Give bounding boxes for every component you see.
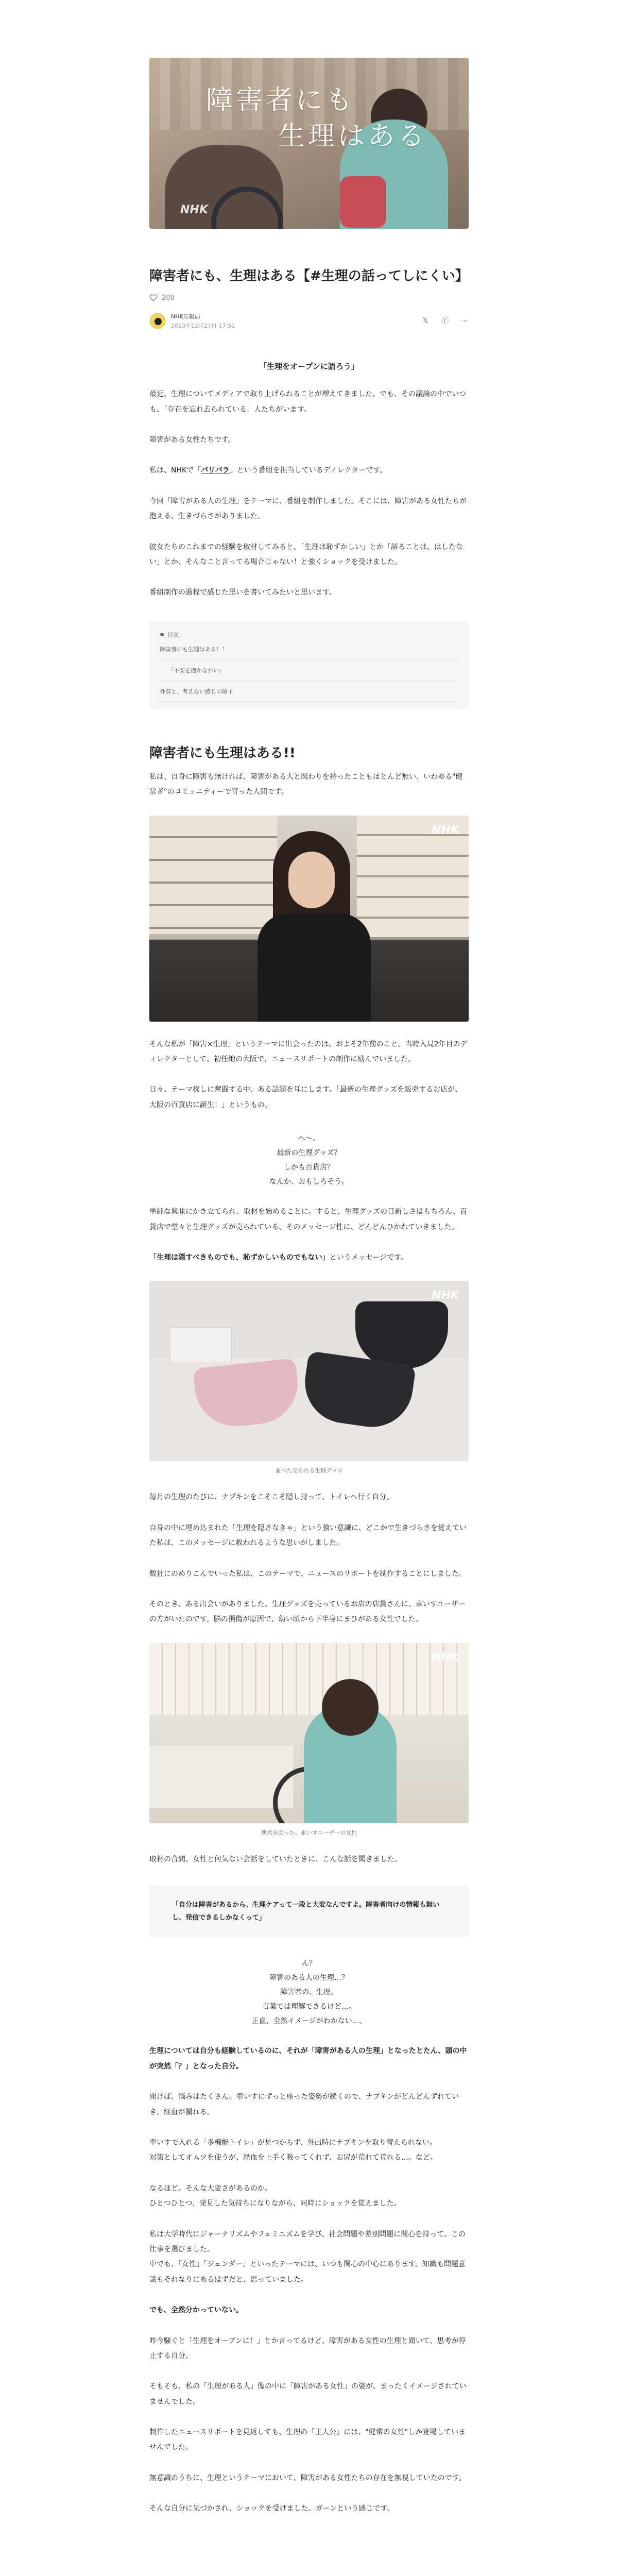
intro-paragraph-6: 番組制作の過程で感じた思いを書いてみたいと思います。: [149, 588, 336, 597]
quote-block: [149, 1886, 469, 1938]
table-of-contents: [149, 621, 469, 709]
centered-line: 障害のある人の生理…？: [269, 1974, 349, 1982]
section-heading: 障害者にも生理はある!!: [149, 745, 296, 761]
line: ひとつひとつ、発見した気持ちになりながら、同時にショックを覚えました。: [149, 2199, 401, 2208]
avatar[interactable]: [149, 313, 166, 329]
section-paragraph: 私は、自身に障害も無ければ、障害がある人と関わりを持ったこともほとんど無い、いわゆる"健常者"のコミュニティーで育った人間です。: [149, 772, 463, 796]
section-paragraph: そもそも、私の「生理がある人」像の中に「障害がある女性」の姿が、まったくイメージされていませんでした。: [149, 2382, 467, 2406]
photo1-body: [258, 913, 371, 1022]
lead-text: 「生理をオープンに語ろう」: [259, 362, 359, 371]
line: なるほど。そんな大変さがあるのか。: [149, 2184, 272, 2193]
section-paragraph: [149, 2227, 469, 2288]
section-paragraph: 昨今騒ぐと「生理をオープンに！」とか言ってるけど、障害がある女性の生理と聞いて、思考が停止する自分。: [149, 2336, 466, 2360]
photo1-shelves-left: [149, 816, 277, 934]
like-area: [149, 294, 469, 302]
line: 対策としてオムツを使うが、経血を上手く吸ってくれず、お尻が荒れて荒れる…。など。: [149, 2154, 437, 2162]
article-column: [149, 58, 469, 2517]
section-paragraph: 自身の中に埋め込まれた「生理を隠さなきゃ」という強い意識に、どこかで生きづらさを覚えていた私は、このメッセージに救われるような思いがしました。: [149, 1523, 467, 1548]
photo3-shelf: [149, 1643, 469, 1715]
nhk-watermark: NHK: [432, 1651, 459, 1664]
toc-item-1[interactable]: 障害者にも生理はある！！: [160, 639, 458, 660]
quote-text: 「自分は障害があるから、生理ケアって一段と大変なんですよ。障害者向けの情報も無いし、発信できるしかなくって」: [172, 1901, 440, 1922]
intro-text-a: 私は、NHKで「: [149, 466, 201, 475]
section-paragraph: 取材の合間、女性と何気ない会話をしていたときに、こんな話を聞きました。: [149, 1855, 402, 1863]
section-paragraph: 聞けば、悩みはたくさん。車いすにずっと座った姿勢が続くので、ナプキンがどんどんずれていき、経血が漏れる。: [149, 2093, 459, 2116]
section-paragraph: 無意識のうちに、生理というテーマにおいて、障害がある女性たちの存在を無視していたのです。: [149, 2473, 466, 2482]
toc-item-3[interactable]: 外部と、考えない感じの障子: [160, 681, 458, 702]
centered-lines: [149, 1956, 469, 2028]
x-share-icon[interactable]: 𝕏: [422, 317, 428, 326]
section-paragraph: [149, 2136, 469, 2166]
author-row: [149, 312, 469, 330]
line: 中でも、「女性」「ジェンダー」といったテーマには、いつも関心の中心にあります。知識も問題意識もそれなりにあるはずだと、思っていました。: [149, 2260, 466, 2284]
centered-line: 正直、全然イメージがわかない…。: [251, 2017, 367, 2026]
centered-line: なんか、おもしろそう。: [269, 1178, 349, 1187]
section-paragraph: そのとき、ある出会いがありました。生理グッズを売っているお店の店員さんに、車いすユーザーの方がいたのです。脳の損傷が原因で、幼い頃から下半身にまひがある女性でした。: [149, 1600, 466, 1624]
section-paragraph: そんな自分に気づかされ、ショックを受けました。ガーンという感じです。: [149, 2504, 394, 2513]
photo-caption: 並べた売られる生理グッズ: [275, 1467, 343, 1475]
barabara-link[interactable]: バリバラ: [201, 466, 230, 475]
section-paragraph: [149, 2181, 469, 2212]
toc-label: 目次: [167, 631, 179, 638]
centered-line: 言葉では理解できるけど…。: [262, 2003, 356, 2011]
section-paragraph: 数社にのめりこんでいった私は、このテーマで、ニュースのリポートを制作することにしました。: [149, 1569, 467, 1578]
nhk-logo: NHK: [180, 204, 208, 216]
article-title: 障害者にも、生理はある【#生理の話ってしにくい】: [149, 268, 469, 284]
toc-header[interactable]: [160, 631, 458, 639]
intro-paragraph-4: 今回「障害がある人の生理」をテーマに、番組を制作しました。そこには、障害がある女性たちが抱える、生きづらさがありました。: [149, 497, 467, 521]
section-paragraph: [149, 1250, 469, 1265]
section-paragraph: 制作したニュースリポートを見返しても、生理の「主人公」には、"健常の女性"しか登場していませんでした。: [149, 2428, 466, 2452]
bold-message: 「生理は隠すべきものでも、恥ずかしいものでもない」: [149, 1253, 330, 1262]
photo-period-goods: [149, 1281, 469, 1461]
intro-paragraph-2: 障害がある女性たちです。: [149, 436, 235, 445]
nhk-watermark: NHK: [432, 1289, 459, 1302]
section-paragraph: [149, 2303, 469, 2318]
centered-line: へ〜。: [298, 1134, 320, 1143]
publish-date: 2023年12月27日 17:51: [171, 323, 235, 330]
share-buttons: [421, 317, 469, 325]
bold-text: 生理については自分も経験しているのに、それが「障害がある人の生理」となったとたん、頭の中が突然「？」となった自分。: [149, 2047, 467, 2071]
centered-line: ん？: [302, 1959, 316, 1968]
author-info[interactable]: [149, 312, 235, 330]
facebook-share-icon[interactable]: ⓕ: [441, 317, 449, 326]
section-paragraph: 毎月の生理のたびに、ナプキンをこそこそ隠し持って、トイレへ行く自分。: [149, 1493, 394, 1502]
like-count: 208: [162, 294, 175, 302]
photo3-table: [149, 1746, 293, 1808]
centered-line: 最新の生理グッズ？: [277, 1149, 341, 1158]
line: 車いすで入れる「多機能トイレ」が見つからず、外出時にナプキンを取り替えられない。: [149, 2139, 437, 2147]
nhk-watermark: NHK: [432, 823, 459, 837]
intro-text-b: 」という番組を担当しているディレクターです。: [229, 466, 387, 475]
section-paragraph: [149, 2044, 469, 2074]
intro-paragraph-3: [149, 463, 469, 478]
hero-image: [149, 58, 469, 229]
photo1-face: [288, 852, 335, 908]
photo3-head: [322, 1679, 379, 1736]
intro-paragraph-5: 彼女たちのこれまでの経験を取材してみると、「生理は恥ずかしい」とか「語ることは、はしたない」とか、そんなこと言ってる場合じゃない！と強くショックを受けました。: [149, 543, 463, 567]
list-icon: ≡: [160, 631, 165, 638]
heart-icon[interactable]: [149, 294, 158, 302]
section-paragraph: そんな私が「障害×生理」というテーマに出会ったのは、およそ2年前のこと。当時入局2年目のディレクターとして、初任地の大阪で、ニュースリポートの制作に励んでいました。: [149, 1040, 468, 1063]
author-name[interactable]: NHK広報局: [171, 313, 200, 320]
bold-text: でも、全然分かっていない。: [149, 2306, 243, 2315]
more-options-icon[interactable]: ⋯: [461, 317, 468, 326]
section-paragraph: 単純な興味にかき立てられ、取材を始めることに。すると、生理グッズの目新しさはもちろん、百貨店で堂々と生理グッズが売られている、そのメッセージ性に、どんどんひかれていきました。: [149, 1208, 467, 1231]
hero-bag: [340, 176, 386, 228]
photo-caption: 偶然出会った、車いすユーザーの女性: [261, 1829, 357, 1836]
centered-lines: [149, 1131, 469, 1189]
toc-item-2[interactable]: 「不安を抱かなかい」: [160, 660, 458, 681]
photo-woman-at-desk: [149, 816, 469, 1022]
photo-wheelchair-user: [149, 1643, 469, 1823]
message-rest: というメッセージです。: [329, 1253, 408, 1262]
hero-title-line1: 障害者にも: [206, 85, 356, 116]
photo2-box: [170, 1327, 232, 1363]
intro-paragraph-1: 最近、生理についてメディアで取り上げられることが増えてきました。でも、その議論の中でいつも、「存在を忘れ去られている」人たちがいます。: [149, 390, 467, 414]
centered-line: しかも百貨店？: [284, 1163, 334, 1172]
line: 私は大学時代にジャーナリズムやフェミニズムを学び、社会問題や差別問題に関心を持って、この仕事を選びました。: [149, 2230, 466, 2253]
hero-title-line2: 生理はある: [278, 121, 428, 152]
section-paragraph: 日々、テーマ探しに奮闘する中、ある話題を耳にします。「最新の生理グッズを販売するお店が、大阪の百貨店に誕生！」というもの。: [149, 1086, 462, 1109]
centered-line: 障害者の、生理。: [280, 1988, 338, 1997]
